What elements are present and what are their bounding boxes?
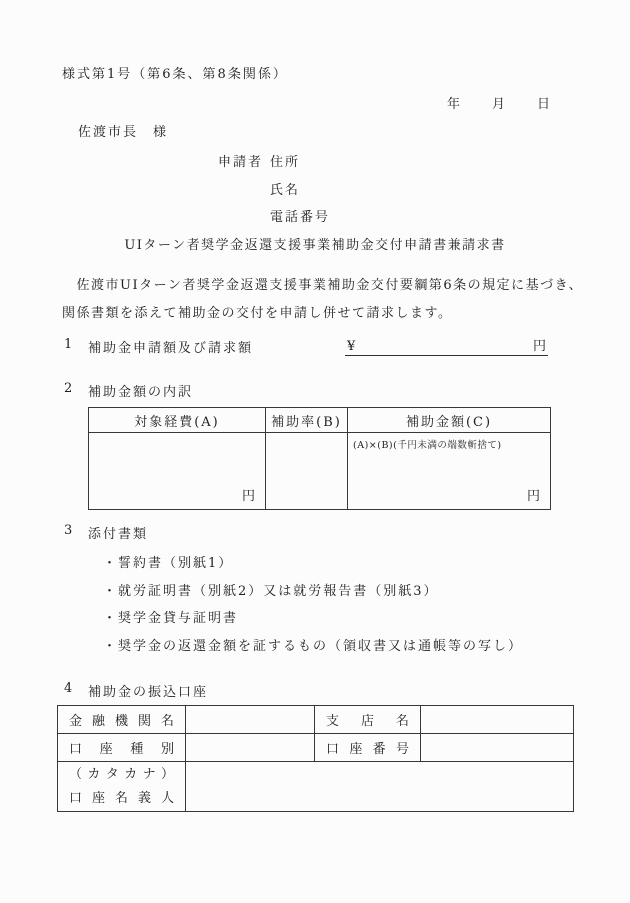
section-4-number: 4 — [64, 681, 73, 696]
form-number-label: 様式第1号（第6条、第8条関係） — [62, 67, 288, 82]
amount-input[interactable] — [345, 332, 548, 356]
breakdown-header-expense: 対象経費(A) — [89, 408, 266, 433]
subsidy-rate-input[interactable] — [266, 433, 348, 510]
attachment-item: ・誓約書（別紙1） — [103, 556, 234, 571]
applicant-label: 申請者 — [218, 155, 264, 170]
calc-note-label: (A)×(B)(千円未満の端数斬捨て) — [353, 440, 502, 451]
amount-yen-unit: 円 — [526, 489, 540, 504]
bullet-icon: ・ — [103, 611, 119, 626]
expense-a-input[interactable] — [89, 433, 266, 510]
financial-institution-input[interactable] — [186, 706, 315, 734]
section-2-heading — [64, 381, 193, 400]
holder-name-label: 口座名義人 — [69, 790, 174, 806]
subsidy-amount-input[interactable] — [348, 433, 551, 510]
section-3-number: 3 — [64, 523, 73, 538]
applicant-name-label: 氏名 — [270, 183, 301, 198]
section-3-title: 添付書類 — [88, 527, 149, 542]
bullet-icon: ・ — [103, 583, 119, 599]
attachment-item: ・就労証明書（別紙2）又は就労報告書（別紙3） — [103, 583, 439, 599]
bullet-icon: ・ — [103, 638, 119, 654]
branch-label: 支店名 — [315, 706, 421, 734]
breakdown-header-rate: 補助率(B) — [266, 408, 348, 433]
section-2-title: 補助金額の内訳 — [88, 385, 194, 400]
expense-yen-unit: 円 — [241, 489, 255, 504]
section-3-heading — [64, 523, 148, 542]
section-2-number: 2 — [64, 381, 73, 396]
account-holder-input[interactable] — [186, 762, 574, 812]
bullet-icon: ・ — [103, 556, 119, 571]
attachment-item: ・奨学金の返還金額を証するもの（領収書又は通帳等の写し） — [103, 638, 524, 654]
date-line: 年 月 日 — [446, 97, 552, 112]
account-number-input[interactable] — [421, 734, 574, 762]
applicant-address-label: 住所 — [270, 155, 301, 170]
breakdown-header-amount: 補助金額(C) — [348, 408, 551, 433]
section-1-title: 補助金申請額及び請求額 — [88, 341, 254, 356]
financial-institution-label: 金融機関名 — [58, 706, 186, 734]
yen-unit-label: 円 — [532, 339, 546, 354]
account-type-label: 口座種別 — [58, 734, 186, 762]
breakdown-table — [88, 407, 551, 510]
account-number-label: 口座番号 — [315, 734, 421, 762]
account-type-input[interactable] — [186, 734, 315, 762]
section-1-heading — [64, 337, 253, 356]
section-4-title: 補助金の振込口座 — [88, 685, 209, 700]
section-1-number: 1 — [64, 337, 73, 352]
attachment-item: ・奨学金貸与証明書 — [103, 611, 239, 626]
section-4-heading — [64, 681, 208, 700]
branch-input[interactable] — [421, 706, 574, 734]
holder-kana-label: （カタカナ） — [69, 766, 174, 782]
document-title: UIターン者奨学金返還支援事業補助金交付申請書兼請求書 — [124, 238, 506, 253]
intro-paragraph: 佐渡市UIターン者奨学金返還支援事業補助金交付要綱第6条の規定に基づき、 関係書類を添えて補助金の交付を申請し併せて請求します。 — [62, 278, 584, 321]
applicant-phone-label: 電話番号 — [270, 210, 331, 225]
addressee-label: 佐渡市長 様 — [78, 125, 169, 140]
attachments-list — [103, 550, 523, 660]
account-holder-label — [58, 762, 186, 812]
bank-account-table — [57, 705, 574, 812]
currency-symbol: ¥ — [347, 339, 356, 354]
